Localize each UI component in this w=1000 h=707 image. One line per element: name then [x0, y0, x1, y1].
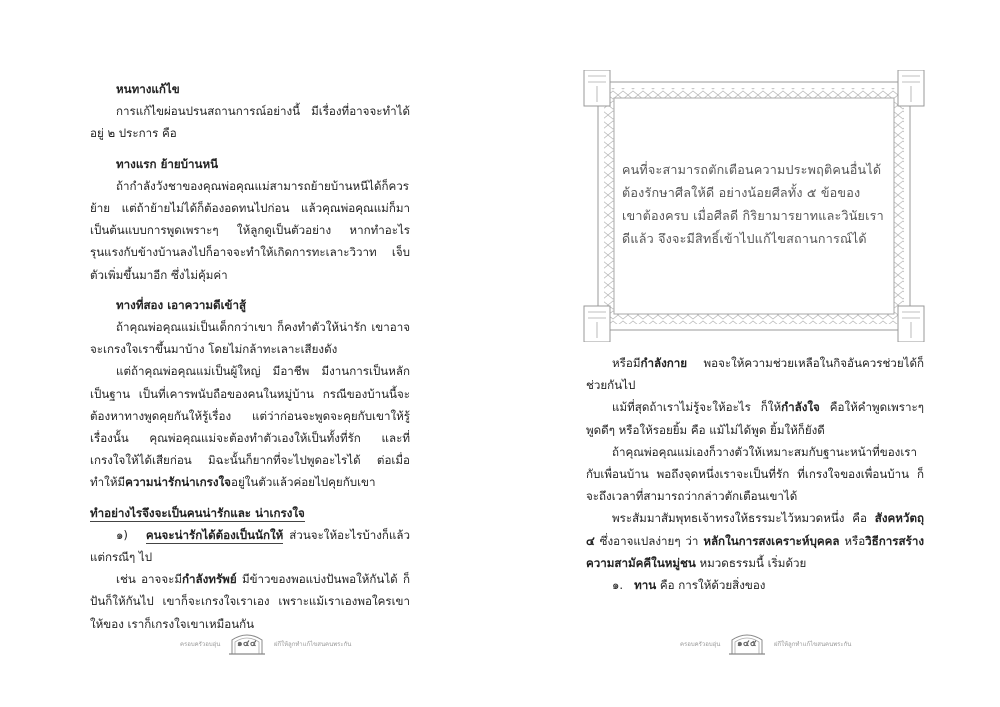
conduct-paragraph: ถ้าคุณพ่อคุณแม่เองก็วางตัวให้เหมาะสมกับฐานะหน้าที่ของเรากับเพื่อนบ้าน พอถึงจุดหนึ่งเราจะเป็นที่รัก ที่เกรงใจของเพื่อนบ้าน ก็จะถึงเวลาที่สามารถว่ากล่าวตักเตือนเขาได้ — [586, 444, 924, 504]
heading-solution: หนทางแก้ไข — [116, 82, 180, 96]
gift-paragraph: เช่น อาจจะมีกำลังทรัพย์ มีข้าวของพอแบ่งปันพอให้กันได้ ก็ปันก็ให้กันไป เขาก็จะเกรงใจเราเอง เพราะแม้เราเองพอใครเขาให้ของ เราก็เกรงใจเขาเหมือนกัน — [90, 572, 411, 631]
way1-title: ทางแรก ย้ายบ้านหนี — [116, 156, 219, 171]
encouragement-paragraph: แม้ที่สุดถ้าเราไม่รู้จะให้อะไร ก็ให้กำลังใจ คือให้คำพูดเพราะๆ พูดดีๆ หรือให้รอยยิ้ม คือ แม้ไม่ได้พูด ยิ้มให้ก็ยังดี — [586, 400, 924, 437]
page-number-badge — [228, 632, 266, 654]
quote-line-1: คนที่จะสามารถตักเตือนความประพฤติคนอื่นได้ — [622, 162, 882, 177]
dana-item: ๑. ทาน คือ การให้ด้วยสิ่งของ — [612, 578, 766, 593]
strength-paragraph: หรือมีกำลังกาย พอจะให้ความช่วยเหลือในกิจอันควรช่วยได้ก็ช่วยกันไป — [586, 356, 924, 393]
page-number: ๑๔๕ — [737, 639, 757, 649]
quote-line-2: ต้องรักษาศีลให้ดี อย่างน้อยศีลทั้ง ๕ ข้อของ — [622, 185, 861, 200]
footer-subtitle: ฝกีให้ลูกทำแก้ไขสนคนพระกัน — [274, 641, 352, 648]
section-title: ทำอย่างไรจึงจะเป็นคนน่ารักและ น่าเกรงใจ — [90, 505, 305, 520]
quote-line-3: เขาต้องครบ เมื่อศีลดี กิริยามารยาทและวินัยเรา — [622, 208, 884, 223]
framed-quote — [622, 158, 890, 250]
left-page-body — [90, 78, 410, 635]
footer-book-title: ครอบครัวอบอุ่น — [180, 641, 221, 648]
dharma-paragraph: พระสัมมาสัมพุทธเจ้าทรงให้ธรรมะไว้หมวดหนึ่ง คือ สังคหวัตถุ ๔ ซึ่งอาจแปลง่ายๆ ว่า หลักในการสงเคราะห์บุคคล หรือวิธีการสร้างความสามัคคีในหมู่ชน หมวดธรรมนี้ เริ่มด้วย — [586, 511, 924, 570]
way2-paragraph-1: ถ้าคุณพ่อคุณแม่เป็นเด็กกว่าเขา ก็คงทำตัวให้น่ารัก เขาอาจจะเกรงใจเราขึ้นมาบ้าง โดยไม่กล้าทะเลาะเสียงดัง — [90, 320, 410, 357]
page-number-badge — [728, 632, 766, 654]
footer-book-title: ครอบครัวอบอุ่น — [680, 641, 721, 648]
page-number: ๑๔๔ — [237, 639, 257, 649]
right-footer — [680, 630, 880, 660]
item-1: ๑) คนจะน่ารักได้ต้องเป็นนักให้ ส่วนจะให้อะไรบ้างก็แล้วแต่กรณีๆ ไป — [90, 527, 410, 565]
way1-paragraph: ถ้ากำลังวังชาของคุณพ่อคุณแม่สามารถย้ายบ้านหนีได้ก็ควรย้าย แต่ถ้าย้ายไม่ได้ก็ต้องอดทนไปก่อน แล้วคุณพ่อคุณแม่ก็มาเป็นต้นแบบการพูดเพราะๆ ให้ลูกดูเป็นตัวอย่าง หากทำอะไรรุนแรงกับข้างบ้านลงไปก็อาจจะทำให้เกิดการทะเลาะวิวาท เจ็บตัวเพิ่มขึ้นมาอีก ซึ่งไม่คุ้มค่า — [90, 178, 410, 282]
way2-paragraph-2: แต่ถ้าคุณพ่อคุณแม่เป็นผู้ใหญ่ มีอาชีพ มีงานการเป็นหลักเป็นฐาน เป็นที่เคารพนับถือของคนในหมู่บ้าน กรณีของบ้านนี้จะต้องหาทางพูดคุยกันให้รู้เรื่อง แต่ว่าก่อนจะพูดจะคุยกับเขาให้รู้เรื่องนั้น คุณพ่อคุณแม่จะต้องทำตัวเองให้เป็นทั้งที่รัก และที่เกรงใจให้ได้เสียก่อน มิฉะนั้นก็ยากที่จะไปพูดอะไรได้ ต่อเมื่อทำให้มีความน่ารักน่าเกรงใจอยู่ในตัวแล้วค่อยไปคุยกับเขา — [90, 364, 410, 490]
footer-subtitle: ฝกีให้ลูกทำแก้ไขสนคนพระกัน — [774, 641, 852, 648]
right-page-body — [586, 352, 924, 596]
intro-paragraph: การแก้ไขผ่อนปรนสถานการณ์อย่างนี้ มีเรื่องที่อาจจะทำได้อยู่ ๒ ประการ คือ — [90, 104, 410, 141]
quote-line-4: ดีแล้ว จึงจะมีสิทธิ์เข้าไปแก้ไขสถานการณ์ได้ — [622, 231, 867, 246]
way2-title: ทางที่สอง เอาความดีเข้าสู้ — [116, 297, 247, 312]
left-footer — [180, 630, 380, 660]
